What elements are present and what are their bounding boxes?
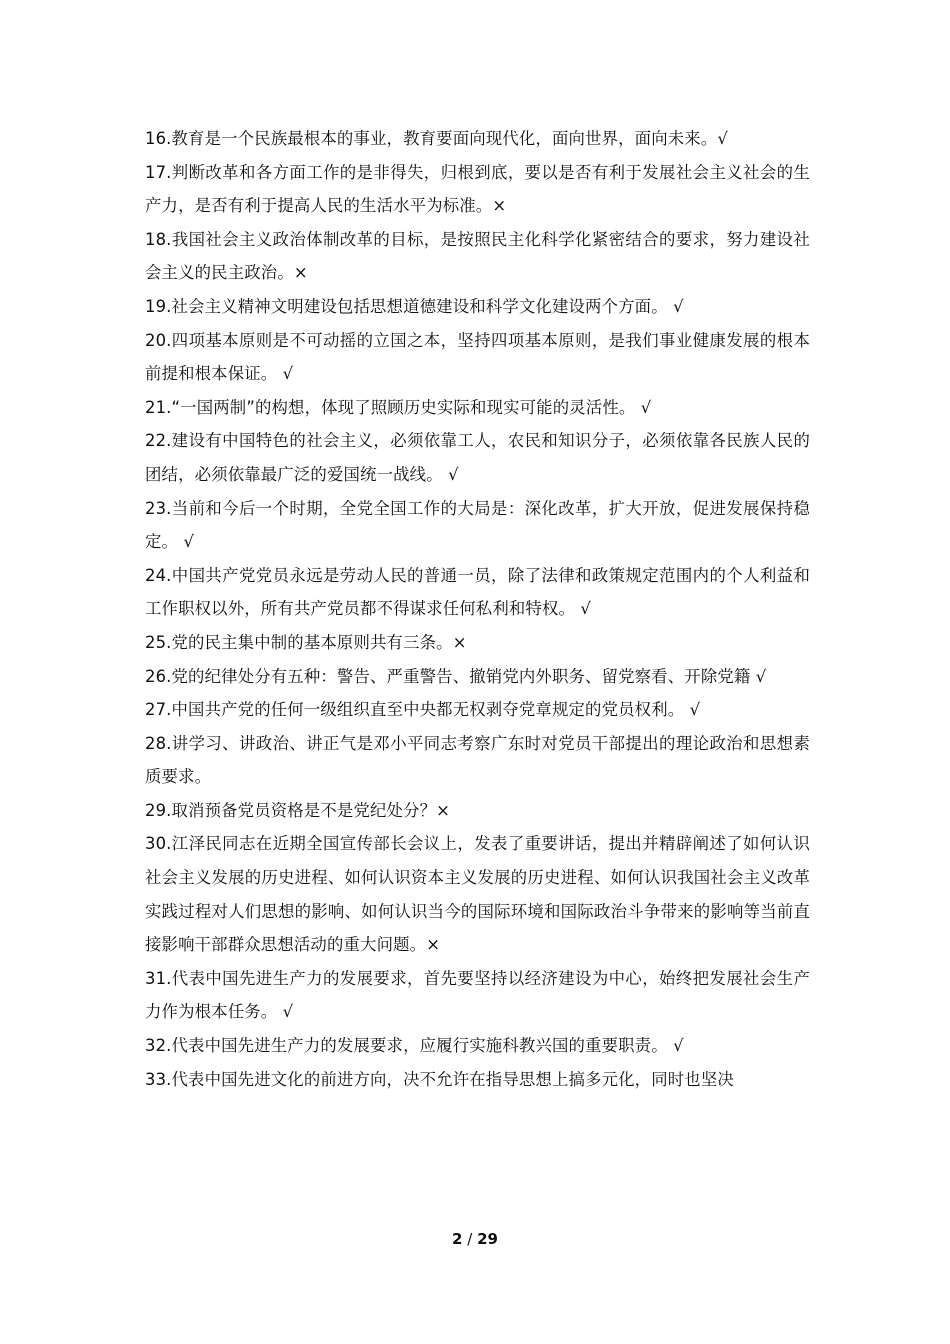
list-item: 27.中国共产党的任何一级组织直至中央都无权剥夺党章规定的党员权利。 √ bbox=[145, 700, 701, 720]
list-item: 19.社会主义精神文明建设包括思想道德建设和科学文化建设两个方面。 √ bbox=[145, 296, 684, 316]
list-item: 29.取消预备党员资格是不是党纪处分？× bbox=[145, 800, 451, 820]
list-item: 30.江泽民同志在近期全国宣传部长会议上，发表了重要讲话，提出并精辟阐述了如何认识社会主义发展的历史进程、如何认识资本主义发展的历史进程、如何认识我国社会主义改革实践过程对人们思想的影响、如何认识当今的国际环境和国际政治斗争带来的影响等当前直接影响干部群众思想活动的重大问题。× bbox=[145, 834, 810, 955]
list-item: 26.党的纪律处分有五种：警告、严重警告、撤销党内外职务、留党察看、开除党籍 √ bbox=[145, 666, 767, 686]
page-number bbox=[0, 1228, 950, 1250]
list-item: 24.中国共产党党员永远是劳动人民的普通一员，除了法律和政策规定范围内的个人利益和工作职权以外，所有共产党员都不得谋求任何私利和特权。 √ bbox=[145, 565, 810, 619]
list-item: 28.讲学习、讲政治、讲正气是邓小平同志考察广东时对党员干部提出的理论政治和思想素质要求。 bbox=[145, 733, 810, 787]
list-item: 20.四项基本原则是不可动摇的立国之本，坚持四项基本原则，是我们事业健康发展的根本前提和根本保证。 √ bbox=[145, 330, 810, 384]
total-page-count: 29 bbox=[477, 1230, 498, 1248]
page-separator: / bbox=[467, 1230, 473, 1248]
list-item: 16.教育是一个民族最根本的事业，教育要面向现代化，面向世界，面向未来。√ bbox=[145, 129, 728, 148]
list-item: 31.代表中国先进生产力的发展要求，首先要坚持以经济建设为中心，始终把发展社会生产力作为根本任务。 √ bbox=[145, 968, 810, 1022]
list-item: 32.代表中国先进生产力的发展要求，应履行实施科教兴国的重要职责。 √ bbox=[145, 1036, 684, 1056]
list-item: 21.“一国两制”的构想，体现了照顾历史实际和现实可能的灵活性。 √ bbox=[145, 397, 652, 417]
current-page-number: 2 bbox=[452, 1230, 463, 1248]
list-item: 33.代表中国先进文化的前进方向，决不允许在指导思想上搞多元化，同时也坚决 bbox=[145, 1069, 734, 1089]
list-item: 25.党的民主集中制的基本原则共有三条。× bbox=[145, 632, 467, 652]
list-item: 18.我国社会主义政治体制改革的目标，是按照民主化科学化紧密结合的要求，努力建设社会主义的民主政治。× bbox=[145, 229, 810, 283]
question-list bbox=[145, 122, 810, 1096]
list-item: 17.判断改革和各方面工作的是非得失，归根到底，要以是否有利于发展社会主义社会的生产力，是否有利于提高人民的生活水平为标准。× bbox=[145, 162, 810, 216]
list-item: 22.建设有中国特色的社会主义，必须依靠工人，农民和知识分子，必须依靠各民族人民的团结，必须依靠最广泛的爱国统一战线。 √ bbox=[145, 431, 810, 484]
list-item: 23.当前和今后一个时期，全党全国工作的大局是：深化改革，扩大开放，促进发展保持稳定。 √ bbox=[145, 498, 810, 552]
